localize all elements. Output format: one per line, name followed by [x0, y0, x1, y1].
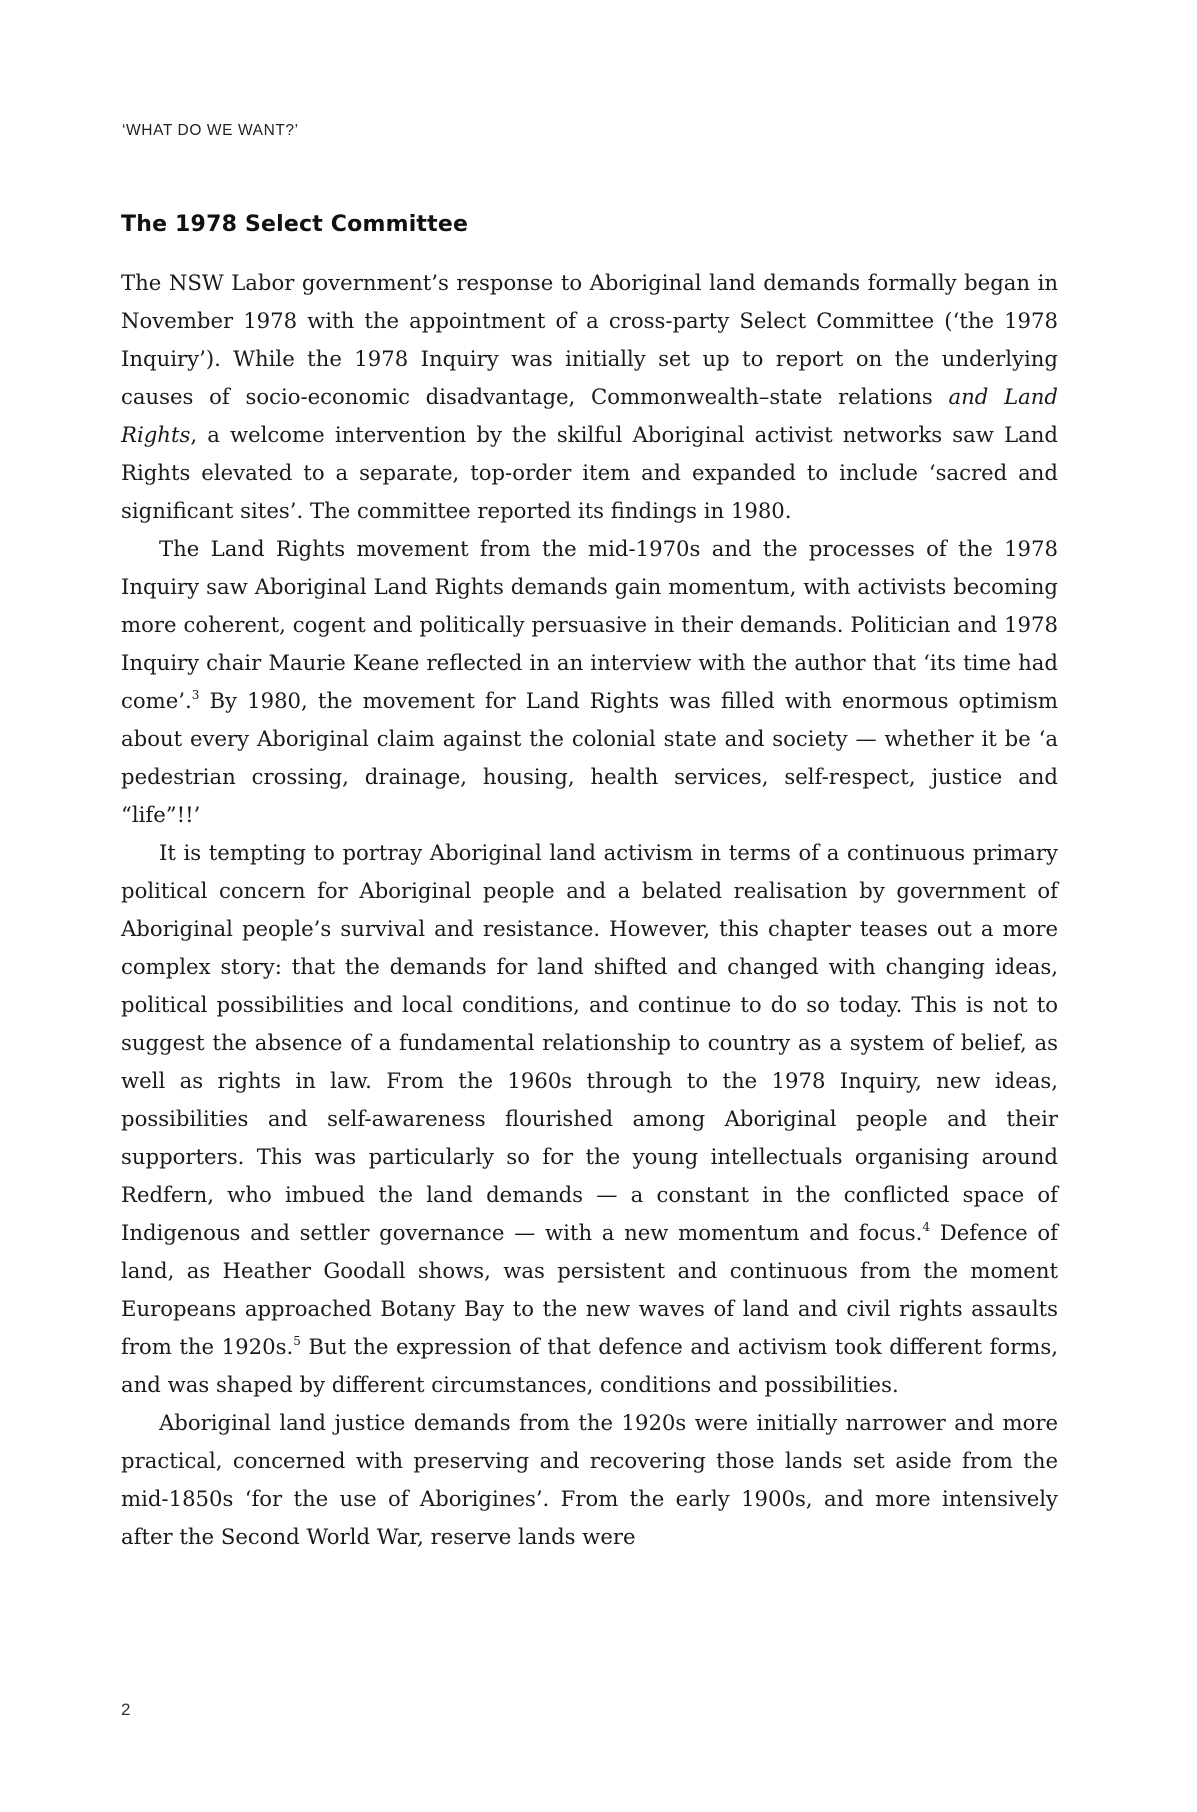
- text-segment: But the expression of that defence and activism took different forms, and was shaped by different circumstances, conditions and possibilities.: [121, 1334, 1058, 1397]
- text-segment: By 1980, the movement for Land Rights was filled with enormous optimism about every Aboriginal claim against the colonial state and society — whether it be ‘a pedestrian crossing, drainage, housing, health services, self-respect, justice and “life”!!’: [121, 688, 1058, 827]
- text-segment: It is tempting to portray Aboriginal land activism in terms of a continuous primary political concern for Aboriginal people and a belated realisation by government of Aboriginal people’s survival and resistance. However, this chapter teases out a more complex story: that the demands for land shifted and changed with changing ideas, political possibilities and local conditions, and continue to do so today. This is not to suggest the absence of a fundamental relationship to country as a system of belief, as well as rights in law. From the 1960s through to the 1978 Inquiry, new ideas, possibilities and self-awareness flourished among Aboriginal people and their supporters. This was particularly so for the young intellectuals organising around Redfern, who imbued the land demands — a constant in the conflicted space of Indigenous and settler governance — with a new momentum and focus.: [121, 840, 1058, 1245]
- paragraph-2: [121, 530, 1058, 834]
- footnote-ref[interactable]: 5: [293, 1334, 301, 1348]
- text-segment: , a welcome intervention by the skilful Aboriginal activist networks saw Land Rights elevated to a separate, top-order item and expanded to include ‘sacred and significant sites’. The committee reported its findings in 1980.: [121, 422, 1058, 523]
- body-text: [121, 264, 1058, 1556]
- text-segment: The Land Rights movement from the mid-1970s and the processes of the 1978 Inquiry saw Aboriginal Land Rights demands gain momentum, with activists becoming more coherent, cogent and politically persuasive in their demands. Politician and 1978 Inquiry chair Maurie Keane reflected in an interview with the author that ‘its time had come’.: [121, 536, 1058, 713]
- footnote-ref[interactable]: 3: [191, 688, 200, 702]
- page-number: 2: [121, 1700, 131, 1719]
- paragraph-4: [121, 1404, 1058, 1556]
- text-segment: Aboriginal land justice demands from the 1920s were initially narrower and more practical, concerned with preserving and recovering those lands set aside from the mid-1850s ‘for the use of Aborigines’. From the early 1900s, and more intensively after the Second World War, reserve lands were: [121, 1410, 1058, 1549]
- footnote-ref[interactable]: 4: [922, 1220, 931, 1234]
- paragraph-1: [121, 264, 1058, 530]
- text-segment: Defence of land, as Heather Goodall shows, was persistent and continuous from the moment Europeans approached Botany Bay to the new waves of land and civil rights assaults from the 1920s.: [121, 1220, 1058, 1359]
- paragraph-3: [121, 834, 1058, 1404]
- section-heading: The 1978 Select Committee: [121, 212, 469, 237]
- running-head: ‘WHAT DO WE WANT?’: [122, 122, 299, 139]
- text-segment: The NSW Labor government’s response to Aboriginal land demands formally began in November 1978 with the appointment of a cross-party Select Committee (‘the 1978 Inquiry’). While the 1978 Inquiry was initially set up to report on the underlying causes of socio-economic disadvantage, Commonwealth–state relations: [121, 270, 1058, 409]
- italic-phrase: and Land Rights: [121, 384, 1058, 447]
